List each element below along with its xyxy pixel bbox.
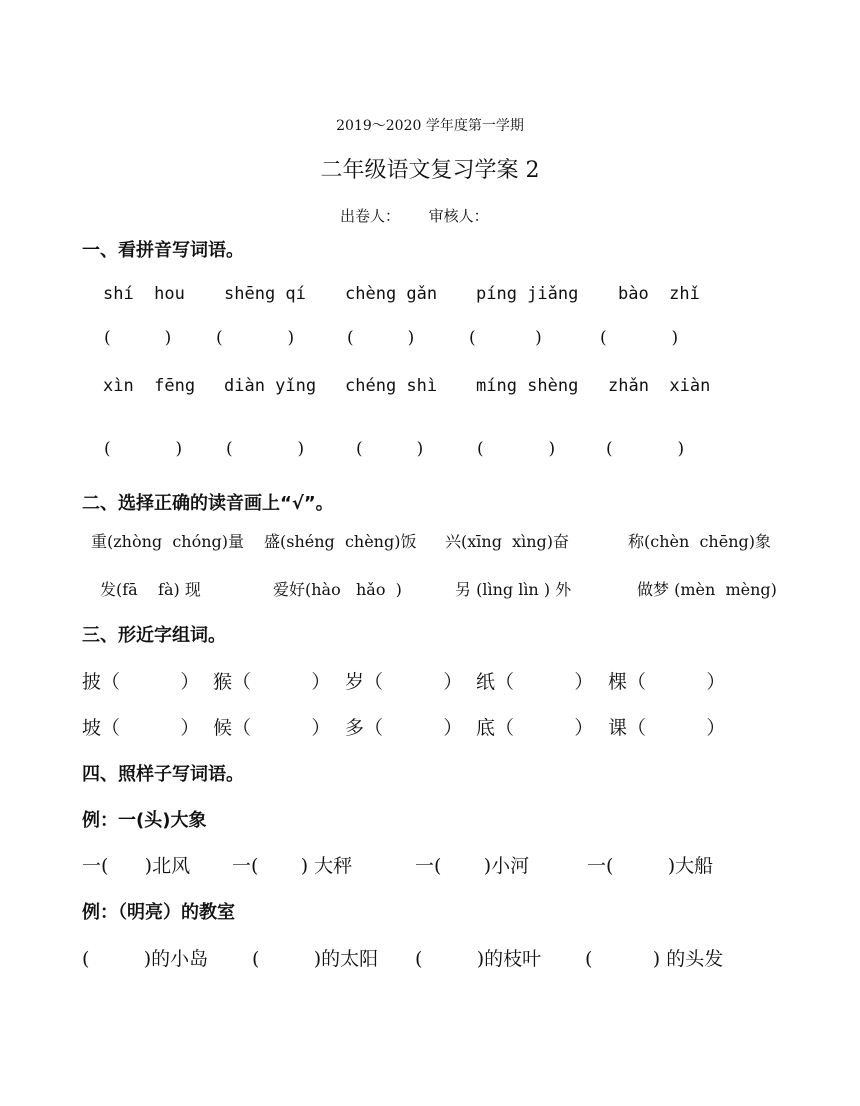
word-group-item[interactable]: 猴（ ） (213, 671, 331, 693)
word-group-item[interactable]: 岁（ ） (345, 671, 463, 693)
answer-blank[interactable]: ( ) (104, 439, 183, 459)
pinyin-item: zhǎn xiàn (608, 376, 711, 396)
pinyin-item: chèng gǎn (345, 284, 438, 304)
page-title: 二年级语文复习学案 2 (320, 158, 540, 183)
answer-blank[interactable]: ( ) (469, 328, 542, 348)
term-line: 2019～2020 学年度第一学期 (336, 118, 524, 134)
pronunciation-choice[interactable]: 做梦 (mèn mèng) (637, 580, 777, 599)
answer-blank[interactable]: ( ) (216, 328, 295, 348)
pinyin-item: shí hou (103, 284, 185, 304)
fill-blank-item[interactable]: 一( )大船 (587, 855, 714, 877)
pronunciation-choice[interactable]: 称(chèn chēng)象 (628, 532, 771, 551)
pinyin-item: píng jiǎng (476, 284, 579, 304)
pinyin-item: chéng shì (345, 376, 438, 396)
answer-blank[interactable]: ( ) (600, 328, 679, 348)
pinyin-item: xìn fēng (103, 376, 196, 396)
answer-blank[interactable]: ( ) (347, 328, 415, 348)
word-group-item[interactable]: 纸（ ） (476, 671, 594, 693)
word-group-item[interactable]: 坡（ ） (82, 717, 200, 739)
pinyin-item: shēng qí (224, 284, 306, 304)
authors-line: 出卷人： 审核人： (340, 207, 489, 225)
pronunciation-choice[interactable]: 发(fā fà) 现 (100, 580, 201, 599)
section1-heading: 一、看拼音写词语。 (82, 240, 244, 261)
answer-blank[interactable]: ( ) (226, 439, 305, 459)
fill-blank-item[interactable]: 一( )北风 (82, 855, 191, 877)
answer-blank[interactable]: ( ) (477, 439, 556, 459)
section4-heading: 四、照样子写词语。 (82, 764, 244, 785)
answer-blank[interactable]: ( ) (356, 439, 424, 459)
example-line: 例：一(头)大象 (82, 810, 207, 831)
pinyin-item: bào zhǐ (618, 284, 700, 304)
answer-blank[interactable]: ( ) (606, 439, 685, 459)
fill-blank-item[interactable]: 一( ) 大秤 (232, 855, 353, 877)
pinyin-item: míng shèng (476, 376, 579, 396)
pronunciation-choice[interactable]: 盛(shéng chèng)饭 (264, 532, 417, 551)
fill-blank-item[interactable]: ( )的枝叶 (415, 948, 542, 970)
section3-heading: 三、形近字组词。 (82, 625, 226, 646)
fill-blank-item[interactable]: ( ) 的头发 (585, 948, 724, 970)
answer-blank[interactable]: ( ) (104, 328, 172, 348)
pronunciation-choice[interactable]: 兴(xīng xìng)奋 (445, 532, 570, 551)
example-line: 例：（明亮）的教室 (82, 902, 235, 923)
word-group-item[interactable]: 课（ ） (608, 717, 726, 739)
word-group-item[interactable]: 候（ ） (213, 717, 331, 739)
fill-blank-item[interactable]: ( )的太阳 (252, 948, 379, 970)
word-group-item[interactable]: 多（ ） (345, 717, 463, 739)
pronunciation-choice[interactable]: 另 (lìng lìn ) 外 (455, 580, 572, 599)
section2-heading: 二、选择正确的读音画上“√”。 (82, 493, 334, 514)
word-group-item[interactable]: 底（ ） (476, 717, 594, 739)
fill-blank-item[interactable]: 一( )小河 (415, 855, 530, 877)
word-group-item[interactable]: 棵（ ） (608, 671, 726, 693)
pronunciation-choice[interactable]: 重(zhòng chóng)量 (91, 532, 245, 551)
fill-blank-item[interactable]: ( )的小岛 (82, 948, 209, 970)
pinyin-item: diàn yǐng (224, 376, 317, 396)
pronunciation-choice[interactable]: 爱好(hào hǎo ) (273, 580, 402, 599)
word-group-item[interactable]: 披（ ） (82, 671, 200, 693)
